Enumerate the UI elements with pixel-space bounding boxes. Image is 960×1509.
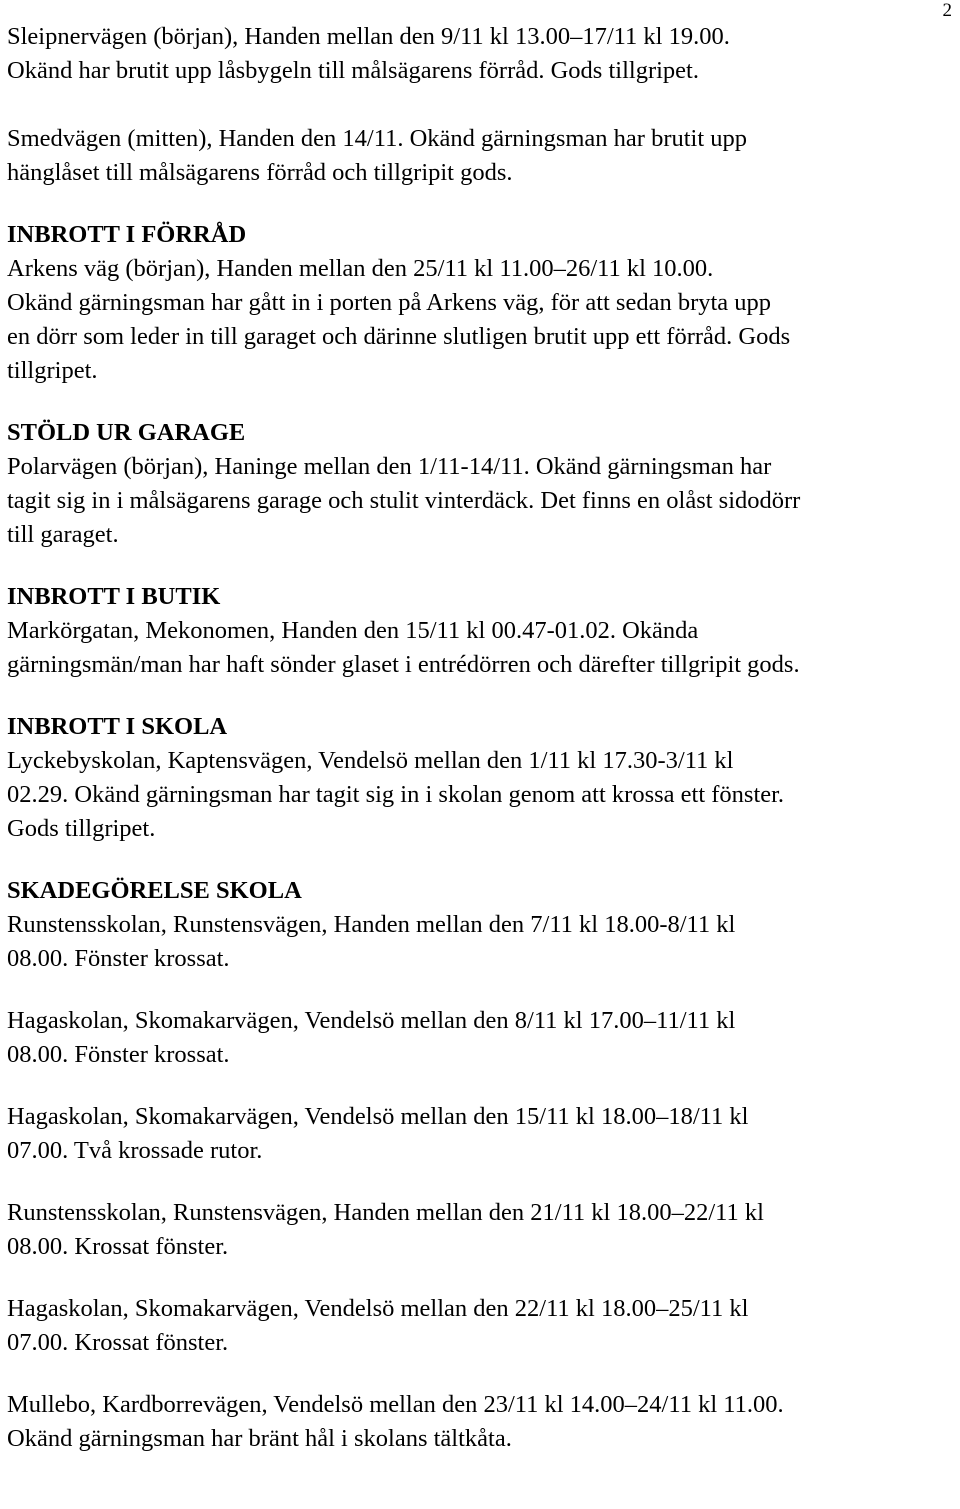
report-section [7, 874, 957, 976]
report-section [7, 218, 957, 388]
entry-line: tagit sig in i målsägarens garage och stulit vinterdäck. Det finns en olåst sidodörr [7, 487, 801, 514]
entry-line: 02.29. Okänd gärningsman har tagit sig in i skolan genom att krossa ett fönster. [7, 781, 785, 808]
entry-line: Runstensskolan, Runstensvägen, Handen mellan den 7/11 kl 18.00-8/11 kl [7, 911, 736, 938]
entry-line: Lyckebyskolan, Kaptensvägen, Vendelsö mellan den 1/11 kl 17.30-3/11 kl [7, 747, 734, 774]
entry-line: Arkens väg (början), Handen mellan den 25/11 kl 11.00–26/11 kl 10.00. [7, 255, 714, 282]
page-number: 2 [942, 0, 952, 21]
entry-line: 08.00. Krossat fönster. [7, 1233, 229, 1260]
report-section [7, 416, 957, 552]
entry-line: gärningsmän/man har haft sönder glaset i entrédörren och därefter tillgripit gods. [7, 651, 800, 678]
report-entry [7, 1292, 957, 1360]
entry-line: en dörr som leder in till garaget och därinne slutligen brutit upp ett förråd. Gods [7, 323, 791, 350]
entry-line: 08.00. Fönster krossat. [7, 1041, 230, 1068]
report-entry [7, 1100, 957, 1168]
entry-line: Hagaskolan, Skomakarvägen, Vendelsö mellan den 8/11 kl 17.00–11/11 kl [7, 1007, 736, 1034]
entry-line: tillgripet. [7, 357, 98, 384]
section-heading: INBROTT I BUTIK [7, 583, 221, 610]
report-section [7, 580, 957, 682]
section-heading: INBROTT I FÖRRÅD [7, 221, 247, 248]
section-heading: INBROTT I SKOLA [7, 713, 228, 740]
entry-line: Okänd gärningsman har bränt hål i skolans tältkåta. [7, 1425, 512, 1452]
document-body [7, 20, 957, 1456]
entry-line: Okänd har brutit upp låsbygeln till målsägarens förråd. Gods tillgripet. [7, 57, 699, 84]
entry-line: 08.00. Fönster krossat. [7, 945, 230, 972]
entry-line: till garaget. [7, 521, 119, 548]
entry-line: Okänd gärningsman har gått in i porten på Arkens väg, för att sedan bryta upp [7, 289, 772, 316]
report-entry [7, 1004, 957, 1072]
entry-line: Sleipnervägen (början), Handen mellan den 9/11 kl 13.00–17/11 kl 19.00. [7, 23, 730, 50]
entry-line: Polarvägen (början), Haninge mellan den 1/11-14/11. Okänd gärningsman har [7, 453, 772, 480]
entry-line: Hagaskolan, Skomakarvägen, Vendelsö mellan den 15/11 kl 18.00–18/11 kl [7, 1103, 749, 1130]
entry-line: hänglåset till målsägarens förråd och tillgripit gods. [7, 159, 513, 186]
entry-line: Smedvägen (mitten), Handen den 14/11. Okänd gärningsman har brutit upp [7, 125, 748, 152]
report-section [7, 710, 957, 846]
report-entry [7, 1388, 957, 1456]
entry-line: 07.00. Två krossade rutor. [7, 1137, 263, 1164]
report-entry [7, 20, 957, 88]
entry-line: Runstensskolan, Runstensvägen, Handen mellan den 21/11 kl 18.00–22/11 kl [7, 1199, 764, 1226]
report-entry [7, 122, 957, 190]
entry-line: Mullebo, Kardborrevägen, Vendelsö mellan den 23/11 kl 14.00–24/11 kl 11.00. [7, 1391, 784, 1418]
entry-line: Markörgatan, Mekonomen, Handen den 15/11 kl 00.47-01.02. Okända [7, 617, 699, 644]
entry-line: Gods tillgripet. [7, 815, 156, 842]
section-heading: SKADEGÖRELSE SKOLA [7, 877, 302, 904]
entry-line: Hagaskolan, Skomakarvägen, Vendelsö mellan den 22/11 kl 18.00–25/11 kl [7, 1295, 749, 1322]
report-entry [7, 1196, 957, 1264]
entry-line: 07.00. Krossat fönster. [7, 1329, 229, 1356]
section-heading: STÖLD UR GARAGE [7, 419, 246, 446]
